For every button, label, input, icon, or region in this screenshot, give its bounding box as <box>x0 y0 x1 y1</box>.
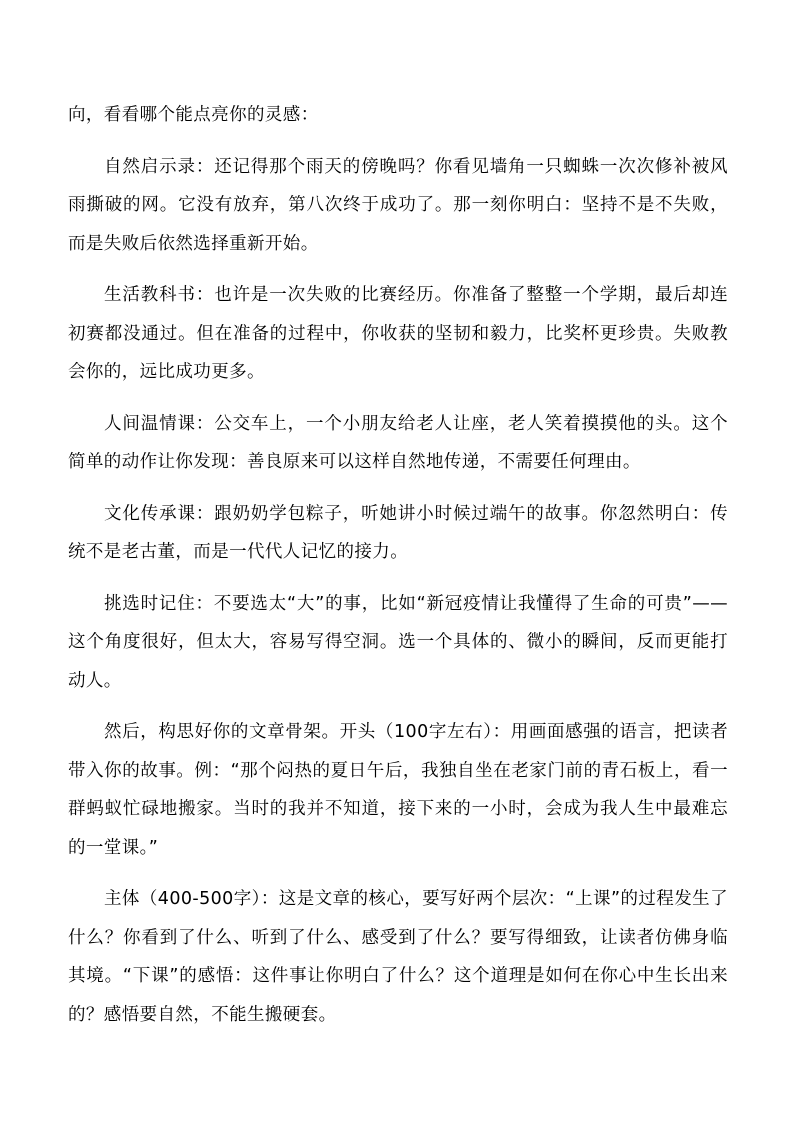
paragraph-opening-structure: 然后，构思好你的文章骨架。开头（100字左右）：用画面感强的语言，把读者带入你的故事。例：“那个闷热的夏日午后，我独自坐在老家门前的青石板上，看一群蚂蚁忙碌地搬家。当时的我并不知道，接下来的一小时，会成为我人生中最难忘的一堂课。” <box>68 722 728 858</box>
paragraph-human-warmth: 人间温情课：公交车上，一个小朋友给老人让座，老人笑着摸摸他的头。这个简单的动作让你发现：善良原来可以这样自然地传递，不需要任何理由。 <box>68 413 728 472</box>
document-body <box>68 96 728 1047</box>
paragraph-selection-tip: 挑选时记住：不要选太“大”的事，比如“新冠疫情让我懂得了生命的可贵”——这个角度很好，但太大，容易写得空洞。选一个具体的、微小的瞬间，反而更能打动人。 <box>68 593 728 691</box>
paragraph-life-textbook: 生活教科书：也许是一次失败的比赛经历。你准备了整整一个学期，最后却连初赛都没通过。但在准备的过程中，你收获的坚韧和毅力，比奖杯更珍贵。失败教会你的，远比成功更多。 <box>68 285 728 382</box>
paragraph-nature-revelation: 自然启示录：还记得那个雨天的傍晚吗？你看见墙角一只蜘蛛一次次修补被风雨撕破的网。它没有放弃，第八次终于成功了。那一刻你明白：坚持不是不失败，而是失败后依然选择重新开始。 <box>68 156 728 254</box>
paragraph-cultural-heritage: 文化传承课：跟奶奶学包粽子，听她讲小时候过端午的故事。你忽然明白：传统不是老古董，而是一代代人记忆的接力。 <box>68 503 728 562</box>
paragraph-intro-continuation: 向，看看哪个能点亮你的灵感： <box>68 105 319 125</box>
paragraph-body-structure: 主体（400-500字）：这是文章的核心，要写好两个层次：“上课”的过程发生了什么？你看到了什么、听到了什么、感受到了什么？要写得细致，让读者仿佛身临其境。“下课”的感悟：这件事让你明白了什么？这个道理是如何在你心中生长出来的？感悟要自然，不能生搬硬套。 <box>68 889 728 1025</box>
